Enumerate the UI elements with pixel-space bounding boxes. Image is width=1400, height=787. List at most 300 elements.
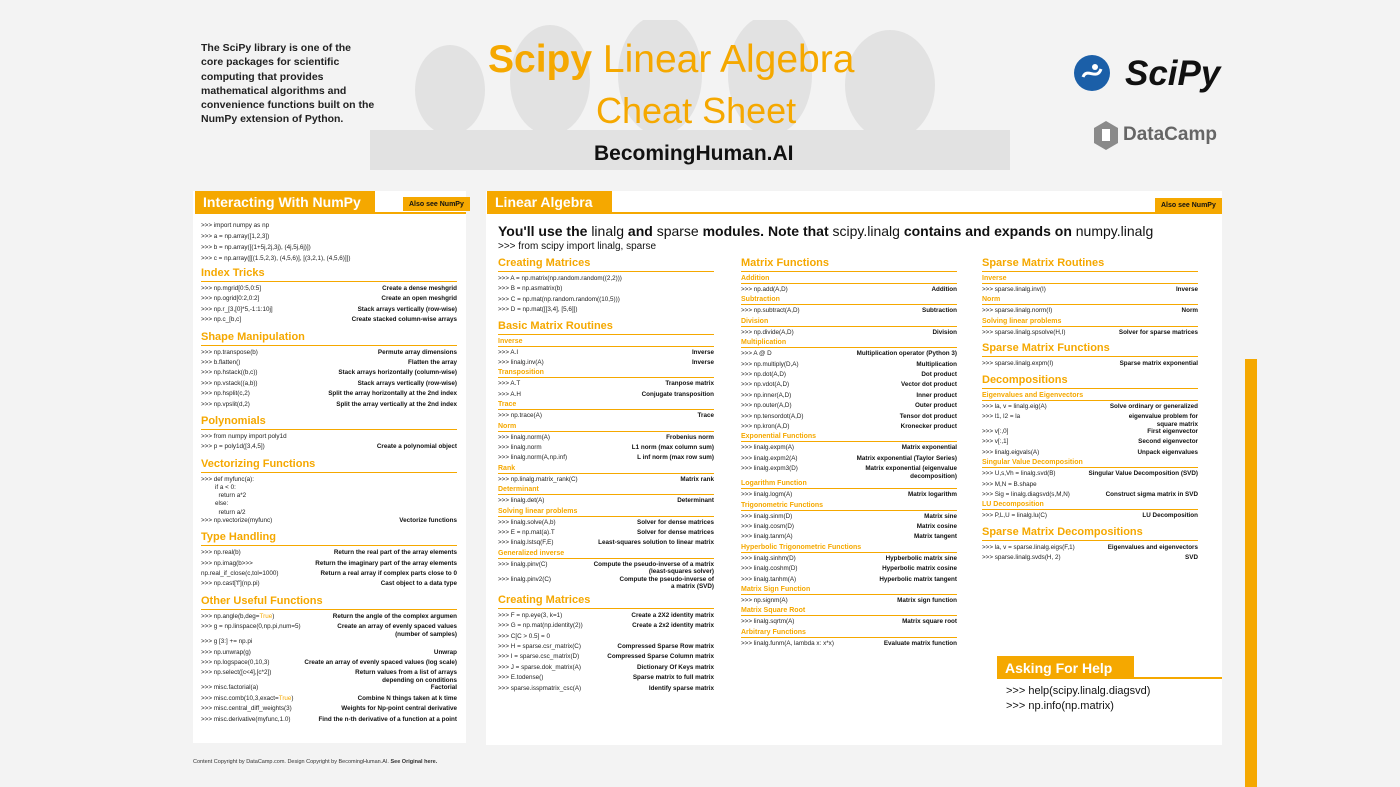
la-subsection-title: Singular Value Decomposition — [982, 459, 1083, 467]
numpy-section-title: Shape Manipulation — [201, 330, 305, 343]
description-text: Matrix tangent — [913, 533, 957, 541]
footer-text: Content Copyright by DataCamp.com. Design Copyright by BecomingHuman.AI. — [193, 759, 389, 765]
description-text: Matrix exponential (eigenvalue decomposition) — [865, 465, 957, 480]
description-text: Tranpose matrix — [665, 380, 714, 388]
la-subsection-title: Norm — [982, 296, 1001, 304]
code-text: >>> np.imag(b>>> — [201, 559, 253, 567]
code-text: >>> linalg.coshm(D) — [741, 565, 798, 573]
description-text: Return the real part of the array elements — [333, 549, 457, 557]
description-text: Combine N things taken at k time — [357, 694, 457, 702]
code-text: >>> linalg.det(A) — [498, 497, 545, 505]
la-section-line — [982, 540, 1198, 541]
la-subsection-title: Transposition — [498, 369, 544, 377]
code-text: >>> misc.derivative(myfunc,1.0) — [201, 715, 291, 723]
numpy-section-title: Polynomials — [201, 415, 266, 427]
code-text: >>> sparse.linalg.svds(H, 2) — [982, 554, 1061, 562]
code-text: >>> J = sparse.dok_matrix(A) — [498, 663, 581, 671]
description-text: Unwrap — [433, 648, 457, 656]
la-subsection-title: Matrix Square Root — [741, 607, 806, 615]
description-text: Solver for dense matrices — [637, 529, 714, 536]
la-intro-2: modules. Note that — [702, 223, 829, 239]
code-text: >>> np.ogrid[0:2,0:2] — [201, 295, 260, 303]
numpy-also-link[interactable]: Also see NumPy — [403, 197, 470, 211]
description-text: Sparse matrix to full matrix — [632, 674, 714, 682]
la-subsection-title: Rank — [498, 464, 516, 472]
la-header-line — [487, 212, 1222, 214]
code-text: >>> linalg.norm(A) — [498, 433, 550, 441]
description-text: Conjugate transposition — [641, 390, 714, 398]
description-text: Solve ordinary or generalized — [1109, 402, 1198, 410]
la-intro-linalg: linalg — [591, 223, 625, 239]
code-text: >>> linalg.sqrtm(A) — [741, 618, 795, 626]
description-text: Find the n-th derivative of a function at a point — [318, 715, 457, 723]
description-text: Solver for dense matrices — [637, 518, 714, 526]
la-subsection-line — [498, 473, 714, 474]
numpy-section-line — [201, 429, 457, 430]
code-text: >>> sparse.linalg.inv(I) — [982, 286, 1046, 293]
la-section-line — [982, 356, 1198, 357]
numpy-section-line — [201, 281, 457, 282]
numpy-code-line: >>> import numpy as np — [201, 222, 270, 229]
code-text: >>> np.inner(A,D) — [741, 391, 792, 399]
description-text: Matrix sign function — [897, 597, 957, 604]
la-section-title: Sparse Matrix Functions — [982, 342, 1110, 355]
code-text: >>> np.unwrap(g) — [201, 648, 251, 656]
la-section-title: Sparse Matrix Decompositions — [982, 525, 1143, 538]
page-subtitle: Cheat Sheet — [596, 90, 797, 131]
la-subsection-title: Inverse — [498, 337, 523, 345]
code-text: >>> np.vstack((a,b)) — [201, 379, 258, 387]
code-text: >>> M,N = B.shape — [982, 480, 1037, 488]
code-text: >>> np.multiply(D,A) — [741, 360, 799, 368]
code-text: >>> Sig = linalg.diagsvd(s,M,N) — [982, 491, 1070, 498]
la-subsection-line — [982, 326, 1198, 327]
description-text: Matrix cosine — [916, 523, 957, 530]
la-section-line — [498, 334, 714, 335]
code-text: >>> A.T — [498, 380, 521, 388]
numpy-section-line — [201, 609, 457, 610]
numpy-section-title: Index Tricks — [201, 267, 265, 279]
code-text: >>> linalg.logm(A) — [741, 491, 793, 499]
numpy-header-line — [195, 212, 466, 214]
numpy-section-title: Vectorizing Functions — [201, 457, 316, 470]
code-row — [741, 465, 957, 480]
la-also-link[interactable]: Also see NumPy — [1155, 198, 1222, 212]
la-section-title: Creating Matrices — [498, 257, 591, 269]
la-subsection-title: Addition — [741, 275, 770, 282]
description-text: Singular Value Decomposition (SVD) — [1088, 470, 1198, 478]
la-subsection-line — [741, 488, 957, 489]
datacamp-logo-text: DataCamp — [1123, 124, 1217, 145]
code-text: >>> E.todense() — [498, 674, 544, 682]
code-text: >>> v[:,1] — [982, 438, 1009, 446]
title-rest: Linear Algebra — [602, 38, 855, 81]
description-text: Dictionary Of Keys matrix — [637, 663, 714, 671]
la-subsection-line — [498, 558, 714, 559]
description-text: Addition — [931, 286, 957, 293]
la-subsection-line — [741, 510, 957, 511]
description-text: eigenvalue problem for square matrix — [1128, 413, 1198, 428]
help-line-2: >>> np.info(np.matrix) — [1006, 700, 1114, 712]
code-text: >>> I = sparse.csc_matrix(D) — [498, 653, 580, 661]
description-text: Determinant — [677, 497, 714, 505]
description-text: Sparse matrix exponential — [1119, 360, 1198, 368]
la-section-title: Sparse Matrix Routines — [982, 257, 1105, 269]
la-intro-numpy: numpy.linalg — [1075, 223, 1154, 239]
description-text: Matrix logarithm — [908, 491, 957, 499]
la-subsection-line — [498, 431, 714, 432]
code-text: >>> la, v = linalg.eig(A) — [982, 402, 1047, 410]
description-text: Permute array dimensions — [377, 348, 457, 356]
code-text: >>> H = sparse.csr_matrix(C) — [498, 643, 581, 650]
code-text: >>> np.real(b) — [201, 549, 241, 557]
description-text: Eigenvalues and eigenvectors — [1107, 543, 1198, 551]
code-text: >>> linalg.eigvals(A) — [982, 448, 1040, 456]
description-text: Unpack eigenvalues — [1137, 448, 1198, 456]
description-text: Outer product — [915, 402, 957, 410]
code-text: >>> F = np.eye(3, k=1) — [498, 611, 563, 619]
code-row — [498, 561, 714, 576]
description-text: Create an array of evenly spaced values (log scale) — [304, 659, 457, 666]
code-text: >>> linalg.norm(A,np.inf) — [498, 454, 568, 462]
code-text: >>> sparse.linalg.spsolve(H,I) — [982, 328, 1066, 336]
code-row — [201, 669, 457, 684]
right-accent-bar — [1245, 359, 1257, 787]
description-text: Matrix exponential — [901, 444, 957, 452]
code-text: >>> np.linalg.matrix_rank(C) — [498, 475, 578, 483]
code-text: >>> A @ D — [741, 350, 772, 358]
code-text: >>> g = np.linspace(0,np.pi,num=5) — [201, 623, 301, 631]
code-text: >>> np.vpslit(d,2) — [201, 400, 250, 408]
la-subsection-line — [741, 594, 957, 595]
la-subsection-title: Logarithm Function — [741, 480, 807, 488]
description-text: Stack arrays vertically (row-wise) — [357, 379, 457, 387]
code-text: >>> linalg.expm3(D) — [741, 465, 798, 473]
numpy-section-line — [201, 472, 457, 473]
code-text: >>> misc.central_diff_weights(3) — [201, 705, 292, 713]
code-text: >>> A = np.matrix(np.random.random((2,2))) — [498, 275, 622, 282]
code-row — [201, 623, 457, 638]
la-subsection-line — [741, 615, 957, 616]
code-text: >>> misc.comb(10,3,exact=True) — [201, 694, 294, 702]
code-text: >>> linalg.tanhm(A) — [741, 575, 797, 583]
la-subsection-line — [982, 400, 1198, 401]
code-text: >>> E = np.mat(a).T — [498, 529, 555, 536]
description-text: Create an open meshgrid — [381, 295, 457, 303]
la-subsection-line — [498, 346, 714, 347]
la-subsection-title: Trace — [498, 401, 517, 409]
description-text: Second eigenvector — [1138, 438, 1198, 446]
title-bold: Scipy — [488, 38, 593, 81]
la-subsection-line — [741, 283, 957, 284]
code-text: >>> np.dot(A,D) — [741, 371, 786, 378]
description-text: Create a 2x2 identity matrix — [632, 622, 714, 630]
description-text: Norm — [1181, 307, 1198, 315]
la-intro-and: and — [627, 223, 653, 239]
description-text: Flatten the array — [408, 359, 457, 366]
footer — [193, 759, 437, 765]
la-subsection-line — [982, 283, 1198, 284]
la-subsection-line — [498, 516, 714, 517]
code-text: >>> np.trace(A) — [498, 412, 542, 420]
numpy-section-line — [201, 545, 457, 546]
scipy-logo-text: SciPy — [1125, 54, 1221, 93]
code-text: >>> misc.factorial(a) — [201, 684, 259, 692]
code-text: >>> np.kron(A,D) — [741, 423, 790, 430]
code-text: >>> sparse.isspmatrix_csc(A) — [498, 684, 582, 692]
la-subsection-line — [741, 347, 957, 348]
numpy-code-line: >>> b = np.array([(1+5j,2j,3j), (4j,5j,6j)]) — [201, 244, 311, 251]
description-text: Create an array of evenly spaced values (number of samples) — [337, 623, 457, 638]
la-section-line — [741, 271, 957, 272]
code-text: >>> linalg.funm(A, lambda x: x*x) — [741, 639, 834, 647]
description-text: Factorial — [430, 684, 457, 692]
code-text: >>> np.cast['f'](np.pi) — [201, 580, 260, 588]
code-text: >>> linalg.sinm(D) — [741, 512, 793, 520]
la-subsection-line — [741, 304, 957, 305]
description-text: Stack arrays horizontally (column-wise) — [338, 369, 457, 377]
code-text: >>> np.tensordot(A,D) — [741, 412, 804, 420]
code-text: >>> U,s,Vh = linalg.svd(B) — [982, 470, 1056, 478]
code-text: >>> g [3:] += np.pi — [201, 638, 253, 646]
description-text: Vector dot product — [901, 381, 957, 389]
help-line-1: >>> help(scipy.linalg.diagsvd) — [1006, 685, 1151, 697]
la-subsection-title: LU Decomposition — [982, 501, 1044, 509]
description-text: L1 norm (max column sum) — [631, 444, 714, 451]
la-subsection-line — [982, 467, 1198, 468]
description-text: Tensor dot product — [899, 412, 957, 420]
la-section-title: Matrix Functions — [741, 257, 830, 269]
code-text: >>> np.select([c<4],[c*2]) — [201, 669, 272, 677]
description-text: Compute the pseudo-inverse of a matrix (SVD) — [619, 575, 714, 591]
description-text: Vectorize functions — [399, 516, 457, 524]
code-text: >>> linalg.inv(A) — [498, 359, 544, 366]
description-text: Return the imaginary part of the array elements — [315, 559, 457, 567]
numpy-code-block: >>> def myfunc(a): if a < 0: return a*2 else: return a/2 — [201, 475, 255, 516]
code-text: >>> np.divide(A,D) — [741, 328, 794, 336]
code-text: >>> linalg.lstsq(F,E) — [498, 539, 554, 547]
la-subsection-title: Matrix Sign Function — [741, 586, 811, 593]
code-text: >>> sparse.linalg.norm(I) — [982, 307, 1053, 315]
code-text: >>> linalg.sinhm(D) — [741, 554, 796, 562]
description-text: Cast object to a data type — [380, 580, 457, 588]
description-text: SVD — [1185, 554, 1198, 562]
code-text: np.real_if_close(c,tol=1000) — [201, 570, 279, 577]
description-text: Create a dense meshgrid — [382, 285, 457, 292]
la-subsection-line — [741, 552, 957, 553]
code-text: >>> linalg.norm — [498, 444, 542, 451]
description-text: Solver for sparse matrices — [1118, 328, 1198, 336]
code-text: >>> np.hsplit(c,2) — [201, 390, 250, 398]
la-subsection-title: Division — [741, 317, 769, 325]
code-text: >>> np.angle(b,deg=True) — [201, 612, 275, 620]
linear-algebra-title: Linear Algebra — [487, 191, 612, 212]
description-text: Compressed Sparse Row matrix — [617, 643, 714, 650]
description-text: Stack arrays vertically (row-wise) — [357, 305, 457, 313]
la-subsection-line — [982, 509, 1198, 510]
description-text: Inverse — [691, 359, 714, 366]
description-text: Hypberbolic matrix sine — [885, 554, 957, 562]
la-subsection-line — [982, 304, 1198, 305]
description-text: Identify sparse matrix — [648, 684, 714, 692]
code-text: >>> linalg.expm2(A) — [741, 454, 798, 462]
code-text: >>> b.flatten() — [201, 359, 241, 366]
la-subsection-title: Generalized inverse — [498, 549, 565, 557]
code-text: >>> linalg.tanm(A) — [741, 533, 793, 541]
description-text: Hyperbolic matrix cosine — [882, 565, 957, 573]
description-text: Dot product — [921, 371, 957, 378]
la-subsection-title: Inverse — [982, 275, 1007, 282]
la-section-title: Decompositions — [982, 373, 1068, 386]
description-text: Construct sigma matrix in SVD — [1105, 491, 1198, 498]
code-text: >>> B = np.asmatrix(b) — [498, 285, 563, 293]
code-text: >>> G = np.mat(np.identity(2)) — [498, 622, 583, 630]
description-text: Return the angle of the complex argumen — [332, 612, 457, 620]
description-text: Inverse — [1175, 286, 1198, 293]
description-text: Inner product — [916, 391, 957, 399]
description-text: Matrix rank — [680, 475, 714, 483]
description-text: Hyperbolic matrix tangent — [879, 575, 957, 583]
la-section-title: Basic Matrix Routines — [498, 319, 613, 332]
description-text: Create a 2X2 identity matrix — [631, 611, 714, 619]
description-text: Trace — [697, 412, 714, 420]
la-subsection-line — [498, 377, 714, 378]
code-text: >>> p = poly1d([3,4,5]) — [201, 443, 265, 451]
la-intro-3: contains and expands on — [903, 223, 1072, 239]
code-text: >>> np.add(A,D) — [741, 286, 788, 293]
code-text: >>> linalg.cosm(D) — [741, 523, 795, 530]
la-intro-sparse: sparse — [656, 223, 699, 239]
code-text: >>> np.vdot(A,D) — [741, 381, 790, 389]
la-intro-scipy: scipy.linalg — [832, 223, 900, 239]
code-text: >>> np.c_[b,c] — [201, 316, 242, 324]
description-text: Division — [932, 328, 957, 336]
la-subsection-title: Determinant — [498, 486, 539, 494]
code-text: >>> C = np.mat(np.random.random((10,5))) — [498, 295, 620, 303]
la-subsection-line — [741, 326, 957, 327]
description-text: Return a real array if complex parts close to 0 — [320, 570, 457, 577]
la-subsection-title: Multiplication — [741, 339, 787, 347]
code-text: >>> sparse.linalg.expm(I) — [982, 360, 1054, 368]
la-subsection-line — [741, 441, 957, 442]
description-text: Create stacked column-wise arrays — [351, 316, 457, 324]
numpy-panel-title: Interacting With NumPy — [195, 191, 375, 212]
description-text: Kronecker product — [900, 423, 957, 430]
footer-link[interactable]: See Original here. — [390, 759, 438, 765]
keyword-true: True — [259, 612, 273, 620]
code-text: >>> from numpy import poly1d — [201, 433, 287, 440]
code-text: >>> np.logspace(0,10,3) — [201, 659, 270, 666]
la-subsection-title: Eigenvalues and Eigenvectors — [982, 391, 1084, 399]
description-text: First eigenvector — [1147, 428, 1198, 435]
numpy-section-title: Type Handling — [201, 531, 276, 544]
description-text: Multiplication operator (Python 3) — [856, 350, 957, 358]
la-section-line — [498, 271, 714, 272]
description-text: Return values from a list of arrays depending on conditions — [355, 669, 457, 684]
code-text: >>> np.transpose(b) — [201, 348, 258, 356]
code-text: >>> v[:,0] — [982, 428, 1009, 435]
help-panel-title: Asking For Help — [997, 656, 1134, 679]
code-text: >>> la, v = sparse.linalg.eigs(F,1) — [982, 543, 1075, 551]
description-text: Split the array vertically at the 2nd index — [336, 400, 457, 408]
code-text: >>> np.signm(A) — [741, 597, 788, 604]
la-subsection-line — [498, 494, 714, 495]
numpy-code-line: >>> a = np.array([1,2,3]) — [201, 233, 270, 240]
description-text: Frobenius norm — [666, 433, 714, 441]
la-subsection-title: Exponential Functions — [741, 433, 817, 441]
description-text: Weights for Np-point central derivative — [341, 705, 457, 713]
code-text: >>> l1, l2 = la — [982, 413, 1021, 420]
description-text: Matrix exponential (Taylor Series) — [856, 454, 957, 462]
description-text: Least-squares solution to linear matrix — [598, 539, 714, 547]
la-import-line: >>> from scipy import linalg, sparse — [498, 241, 657, 252]
code-row — [498, 576, 714, 591]
la-subsection-title: Subtraction — [741, 296, 780, 304]
code-text: >>> A.I — [498, 348, 519, 356]
page-title — [488, 38, 854, 82]
description-text: Matrix sine — [924, 512, 957, 520]
code-text: >>> D = np.mat([[3,4], [5,6]]) — [498, 306, 578, 314]
description-text: Evaluate matrix function — [883, 639, 957, 647]
la-subsection-line — [498, 409, 714, 410]
code-text: >>> np.r_[3,[0]*5,-1:1:10j] — [201, 305, 273, 313]
la-section-line — [982, 388, 1198, 389]
numpy-section-title: Other Useful Functions — [201, 594, 323, 607]
description-text: LU Decomposition — [1142, 512, 1198, 520]
la-intro — [498, 223, 1153, 239]
la-subsection-title: Solving linear problems — [498, 507, 578, 515]
code-text: >>> P,L,U = linalg.lu(C) — [982, 512, 1047, 520]
code-text: >>> np.hstack((b,c)) — [201, 369, 258, 377]
description-text: Multiplication — [916, 360, 957, 368]
description-text: Matrix square root — [902, 618, 957, 626]
description-text: Compute the pseudo-inverse of a matrix (least-squares solver) — [593, 560, 714, 576]
code-text: >>> np.vectorize(myfunc) — [201, 516, 273, 524]
description-text: Split the array horizontally at the 2nd index — [328, 390, 457, 398]
numpy-section-line — [201, 345, 457, 346]
code-text: >>> np.subtract(A,D) — [741, 307, 800, 315]
code-text: >>> np.mgrid[0:5,0:5] — [201, 285, 262, 292]
code-text: >>> linalg.pinv(C) — [498, 560, 548, 568]
la-subsection-title: Norm — [498, 422, 517, 430]
help-header-line — [997, 677, 1222, 679]
la-section-line — [982, 271, 1198, 272]
description-text: Create a polynomial object — [376, 443, 457, 451]
la-subsection-title: Arbitrary Functions — [741, 628, 806, 636]
la-subsection-title: Solving linear problems — [982, 317, 1062, 325]
description-text: L inf norm (max row sum) — [637, 454, 714, 462]
la-intro-1: You'll use the — [498, 223, 588, 239]
code-text: >>> linalg.pinv2(C) — [498, 575, 552, 583]
code-text: >>> linalg.solve(A,b) — [498, 518, 556, 526]
la-section-line — [498, 608, 714, 609]
la-section-title: Creating Matrices — [498, 593, 591, 606]
la-subsection-line — [741, 637, 957, 638]
intro-text: The SciPy library is one of the core packages for scientific computing that provides mathematical algorithms and convenience functions built on the NumPy extension of Python. — [201, 42, 375, 126]
description-text: Inverse — [691, 348, 714, 356]
code-text: >>> linalg.expm(A) — [741, 444, 795, 452]
byline: BecomingHuman.AI — [594, 142, 794, 165]
numpy-code-line: >>> c = np.array([[(1.5,2,3), (4,5,6)], [(3,2,1), (4,5,6)]]) — [201, 255, 351, 262]
code-text: >>> A.H — [498, 390, 521, 398]
la-subsection-title: Hyperbolic Trigonometric Functions — [741, 543, 862, 551]
keyword-true: True — [278, 694, 292, 702]
la-subsection-title: Trigonometric Functions — [741, 501, 824, 509]
code-text: >>> np.outer(A,D) — [741, 402, 792, 410]
code-text: >>> C[C > 0.5] = 0 — [498, 632, 550, 640]
description-text: Subtraction — [922, 307, 957, 315]
code-row — [982, 413, 1198, 428]
